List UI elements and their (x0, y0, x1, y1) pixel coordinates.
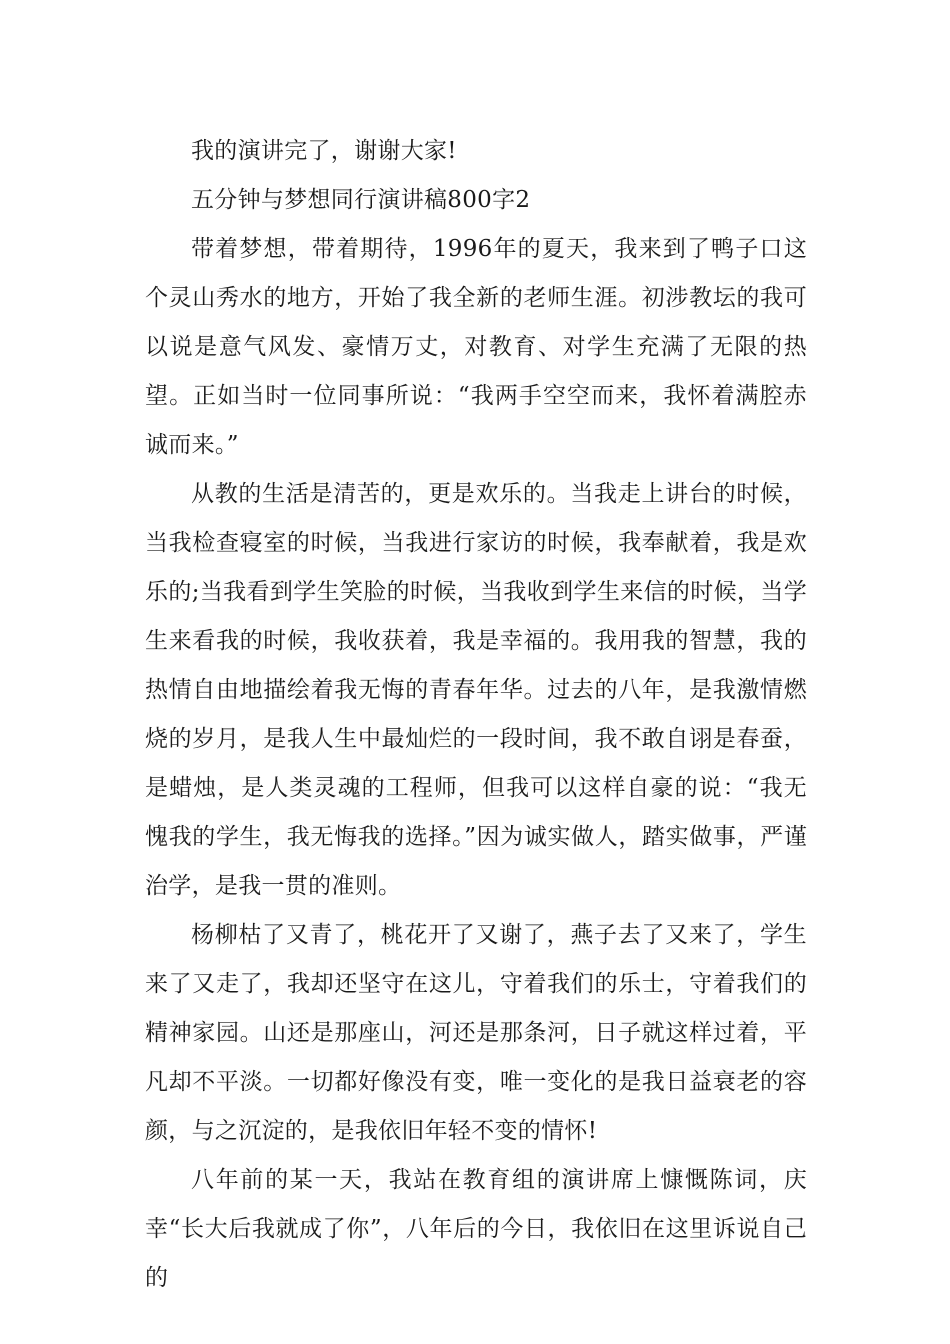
section-heading: 五分钟与梦想同行演讲稿800字2 (191, 187, 531, 213)
body-paragraph: 从教的生活是清苦的，更是欢乐的。当我走上讲台的时候，当我检查寝室的时候，当我进行家访的时候，我奉献着，我是欢乐的;当我看到学生笑脸的时候，当我收到学生来信的时候，当学生来看我的时候，我收获着，我是幸福的。我用我的智慧，我的热情自由地描绘着我无悔的青春年华。过去的八年，是我激情燃烧的岁月，是我人生中最灿烂的一段时间，我不敢自诩是春蚕，是蜡烛，是人类灵魂的工程师，但我可以这样自豪的说：“我无愧我的学生，我无悔我的选择。”因为诚实做人，踏实做事，严谨治学，是我一贯的准则。 (145, 481, 807, 899)
body-paragraph: 杨柳枯了又青了，桃花开了又谢了，燕子去了又来了，学生来了又走了，我却还坚守在这儿，守着我们的乐士，守着我们的精神家园。山还是那座山，河还是那条河，日子就这样过着，平凡却不平淡。一切都好像没有变，唯一变化的是我日益衰老的容颜，与之沉淀的，是我依旧年轻不变的情怀! (145, 922, 807, 1144)
body-paragraph: 八年前的某一天，我站在教育组的演讲席上慷慨陈词，庆幸“长大后我就成了你”，八年后的今日，我依旧在这里诉说自己的 (145, 1167, 807, 1291)
body-paragraph: 带着梦想，带着期待，1996年的夏天，我来到了鸭子口这个灵山秀水的地方，开始了我全新的老师生涯。初涉教坛的我可以说是意气风发、豪情万丈，对教育、对学生充满了无限的热望。正如当时一位同事所说：“我两手空空而来，我怀着满腔赤诚而来。” (145, 236, 807, 458)
closing-paragraph: 我的演讲完了，谢谢大家! (191, 138, 457, 164)
document-body (145, 127, 807, 1303)
